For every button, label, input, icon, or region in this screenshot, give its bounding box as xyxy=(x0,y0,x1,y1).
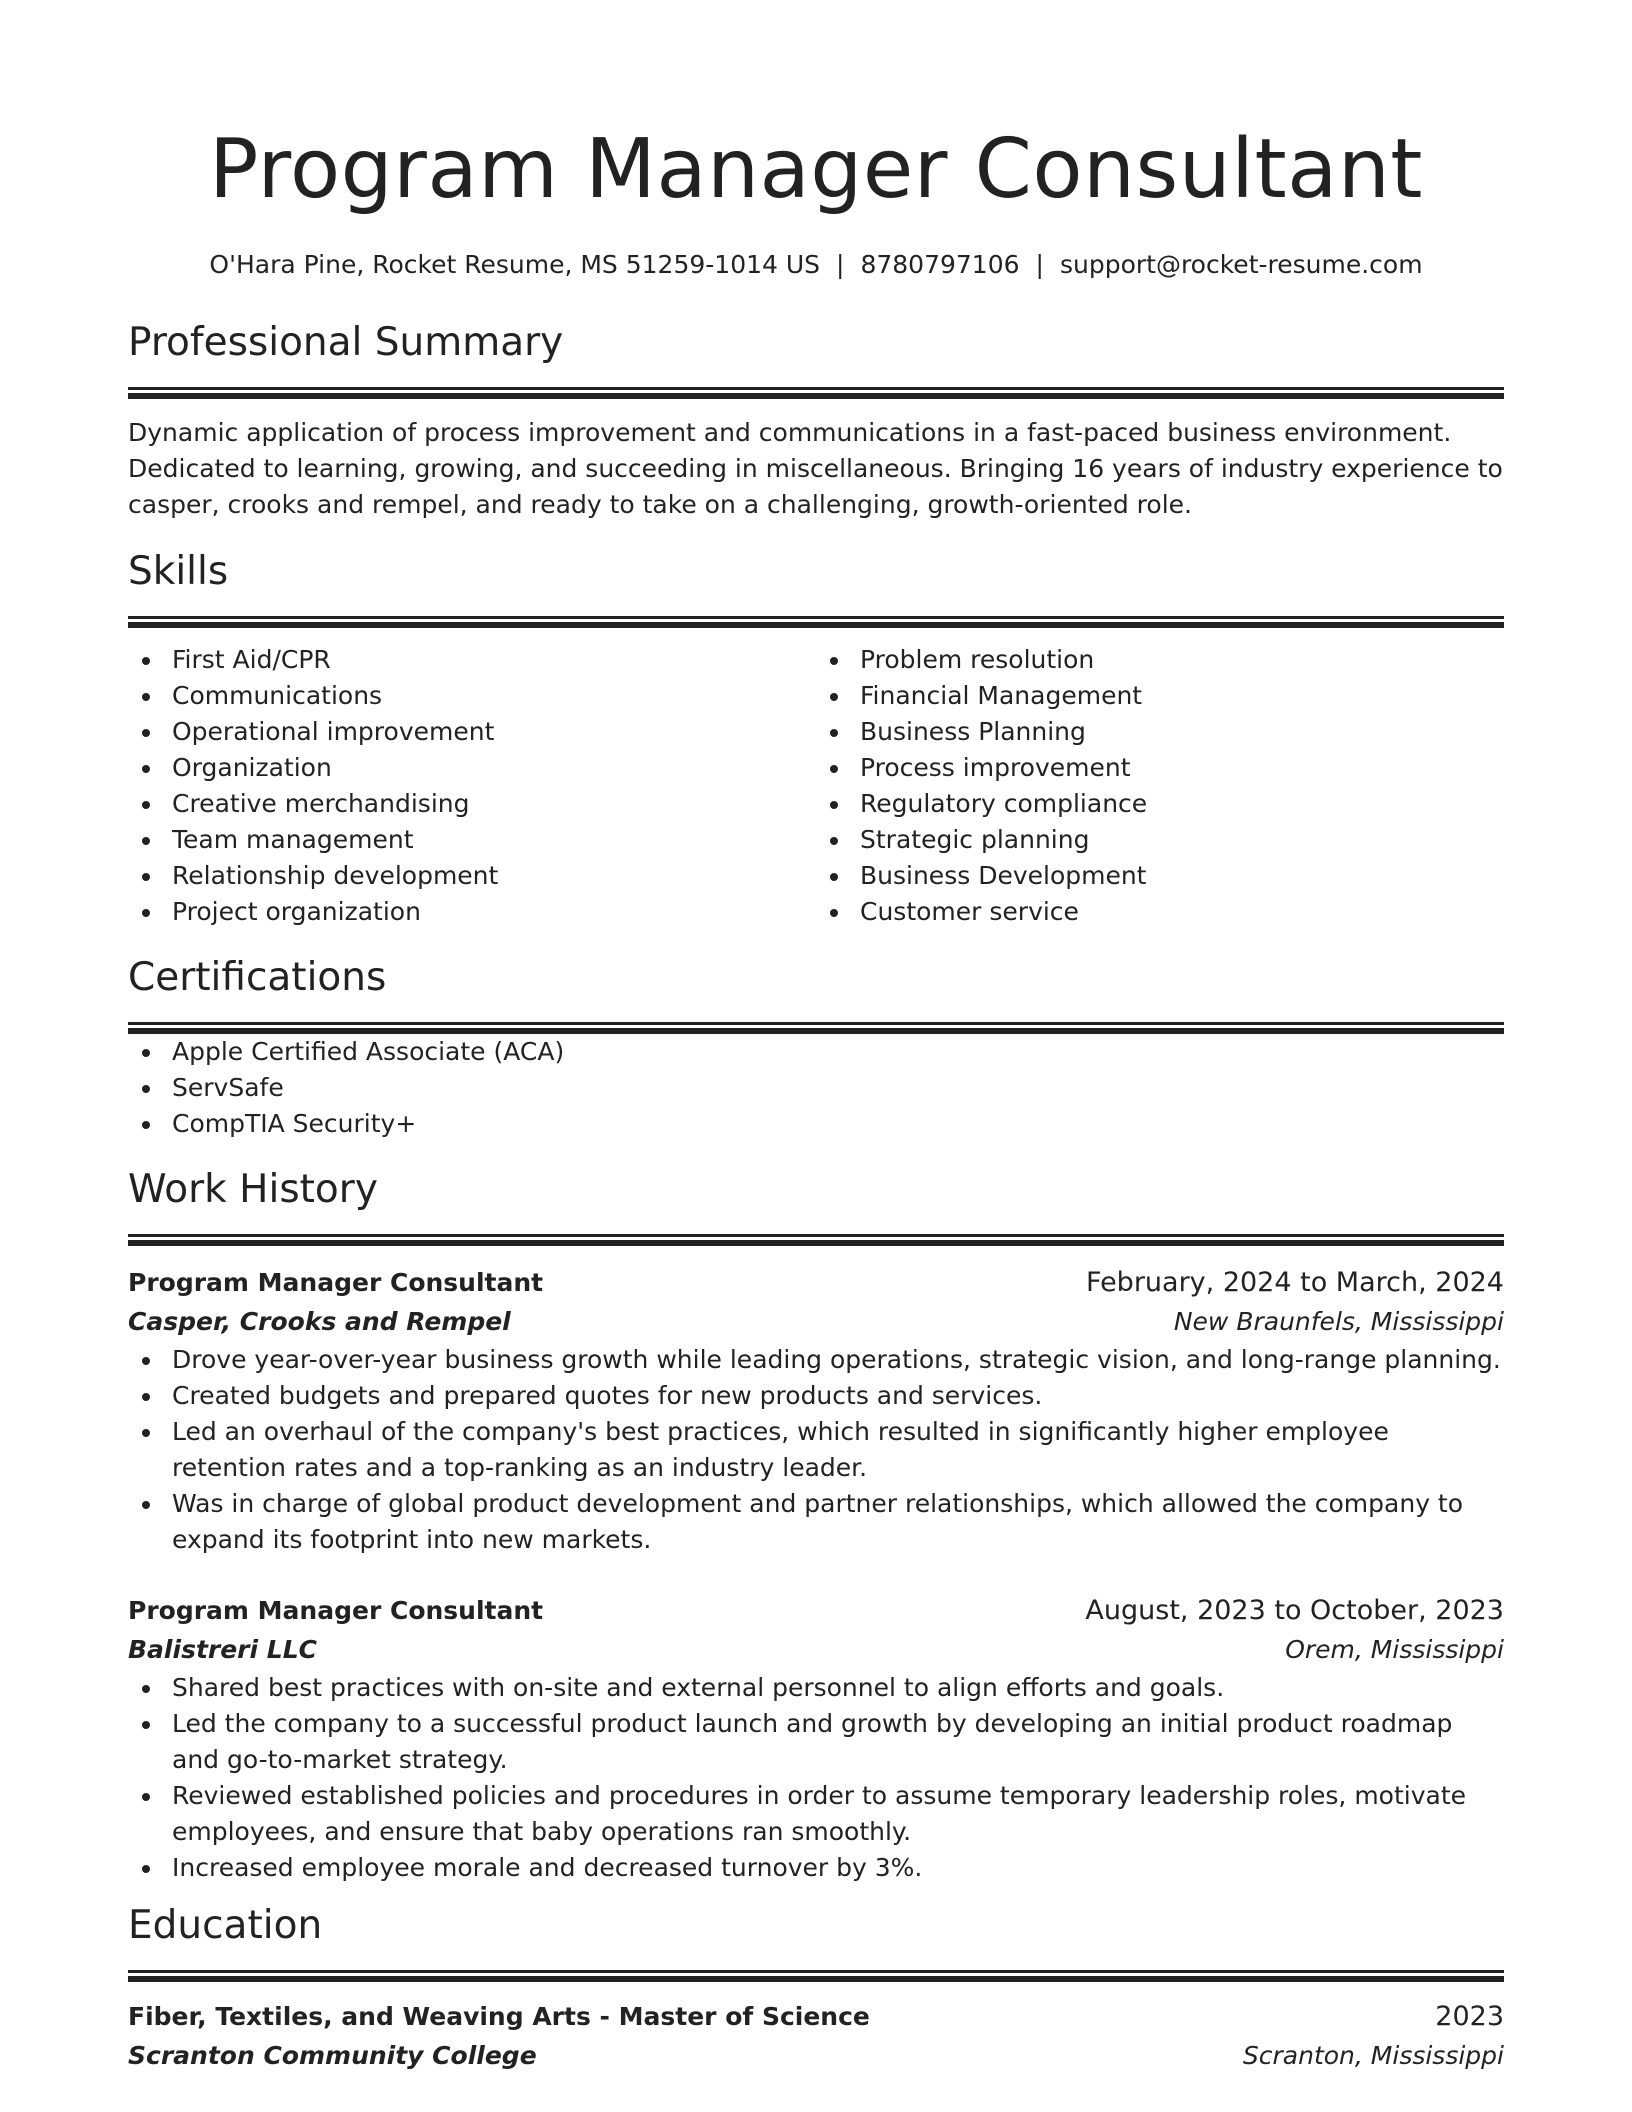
skill-item: Business Planning xyxy=(816,714,1504,750)
section-divider xyxy=(128,1234,1504,1246)
summary-heading: Professional Summary xyxy=(128,320,564,365)
education-entry xyxy=(128,1998,1504,2076)
work-history-heading: Work History xyxy=(128,1167,378,1212)
skill-item: Relationship development xyxy=(128,858,816,894)
contact-phone: 8780797106 xyxy=(860,250,1020,279)
skill-item: Operational improvement xyxy=(128,714,816,750)
job-entry xyxy=(128,1592,1504,1886)
skill-item: Team management xyxy=(128,822,816,858)
job-dates: August, 2023 to October, 2023 xyxy=(1085,1595,1504,1626)
job-entry xyxy=(128,1264,1504,1558)
contact-email: support@rocket-resume.com xyxy=(1059,250,1423,279)
job-location: Orem, Mississippi xyxy=(1285,1635,1504,1664)
job-bullets xyxy=(128,1342,1504,1558)
contact-address: O'Hara Pine, Rocket Resume, MS 51259-1014 US xyxy=(209,250,821,279)
contact-separator: | xyxy=(836,250,845,279)
skill-item: Organization xyxy=(128,750,816,786)
education-year: 2023 xyxy=(1435,2001,1504,2032)
skill-item: Strategic planning xyxy=(816,822,1504,858)
skills-column-left xyxy=(128,642,816,930)
job-bullet: Drove year-over-year business growth while leading operations, strategic vision, and long-range planning. xyxy=(128,1342,1504,1378)
skills-heading: Skills xyxy=(128,549,229,594)
certification-item: CompTIA Security+ xyxy=(128,1106,1504,1142)
skill-item: Problem resolution xyxy=(816,642,1504,678)
job-company: Casper, Crooks and Rempel xyxy=(128,1307,511,1336)
certifications-list xyxy=(128,1034,1504,1142)
job-header-row xyxy=(128,1592,1504,1630)
job-company: Balistreri LLC xyxy=(128,1635,317,1664)
education-location: Scranton, Mississippi xyxy=(1242,2041,1504,2070)
job-bullet: Was in charge of global product development and partner relationships, which allowed the company to expand its footprint into new markets. xyxy=(128,1486,1504,1558)
job-company-row xyxy=(128,1630,1504,1670)
job-title: Program Manager Consultant xyxy=(128,1268,544,1297)
job-bullets xyxy=(128,1670,1504,1886)
job-bullet: Created budgets and prepared quotes for new products and services. xyxy=(128,1378,1504,1414)
skills-column-right xyxy=(816,642,1504,930)
skill-item: Creative merchandising xyxy=(128,786,816,822)
skill-item: Process improvement xyxy=(816,750,1504,786)
section-divider xyxy=(128,1022,1504,1034)
resume-name: Program Manager Consultant xyxy=(209,122,1423,217)
job-header-row xyxy=(128,1264,1504,1302)
summary-text: Dynamic application of process improvement and communications in a fast-paced business environment. Dedicated to learning, growing, and succeeding in miscellaneous. Bringing 16 years of industry experience to casper, crooks and rempel, and ready to take on a challenging, growth-oriented role. xyxy=(128,418,1503,519)
education-school: Scranton Community College xyxy=(128,2041,537,2070)
section-divider xyxy=(128,1970,1504,1982)
education-heading: Education xyxy=(128,1903,323,1948)
job-location: New Braunfels, Mississippi xyxy=(1173,1307,1504,1336)
skills-grid xyxy=(128,642,1504,930)
skill-item: Business Development xyxy=(816,858,1504,894)
contact-line xyxy=(128,248,1504,282)
education-school-row xyxy=(128,2036,1504,2076)
job-company-row xyxy=(128,1302,1504,1342)
job-bullet: Shared best practices with on-site and external personnel to align efforts and goals. xyxy=(128,1670,1504,1706)
job-bullet: Increased employee morale and decreased turnover by 3%. xyxy=(128,1850,1504,1886)
skill-item: Project organization xyxy=(128,894,816,930)
job-bullet: Led an overhaul of the company's best practices, which resulted in significantly higher employee retention rates and a top-ranking as an industry leader. xyxy=(128,1414,1504,1486)
job-dates: February, 2024 to March, 2024 xyxy=(1086,1267,1504,1298)
section-divider xyxy=(128,387,1504,399)
education-degree-row xyxy=(128,1998,1504,2036)
certification-item: Apple Certified Associate (ACA) xyxy=(128,1034,1504,1070)
skill-item: First Aid/CPR xyxy=(128,642,816,678)
job-bullet: Reviewed established policies and procedures in order to assume temporary leadership roles, motivate employees, and ensure that baby operations ran smoothly. xyxy=(128,1778,1504,1850)
certifications-heading: Certifications xyxy=(128,955,387,1000)
job-title: Program Manager Consultant xyxy=(128,1596,544,1625)
skill-item: Communications xyxy=(128,678,816,714)
skill-item: Customer service xyxy=(816,894,1504,930)
job-bullet: Led the company to a successful product launch and growth by developing an initial product roadmap and go-to-market strategy. xyxy=(128,1706,1504,1778)
skill-item: Financial Management xyxy=(816,678,1504,714)
skill-item: Regulatory compliance xyxy=(816,786,1504,822)
contact-separator: | xyxy=(1035,250,1044,279)
certification-item: ServSafe xyxy=(128,1070,1504,1106)
education-degree: Fiber, Textiles, and Weaving Arts - Master of Science xyxy=(128,2002,870,2031)
section-divider xyxy=(128,616,1504,628)
